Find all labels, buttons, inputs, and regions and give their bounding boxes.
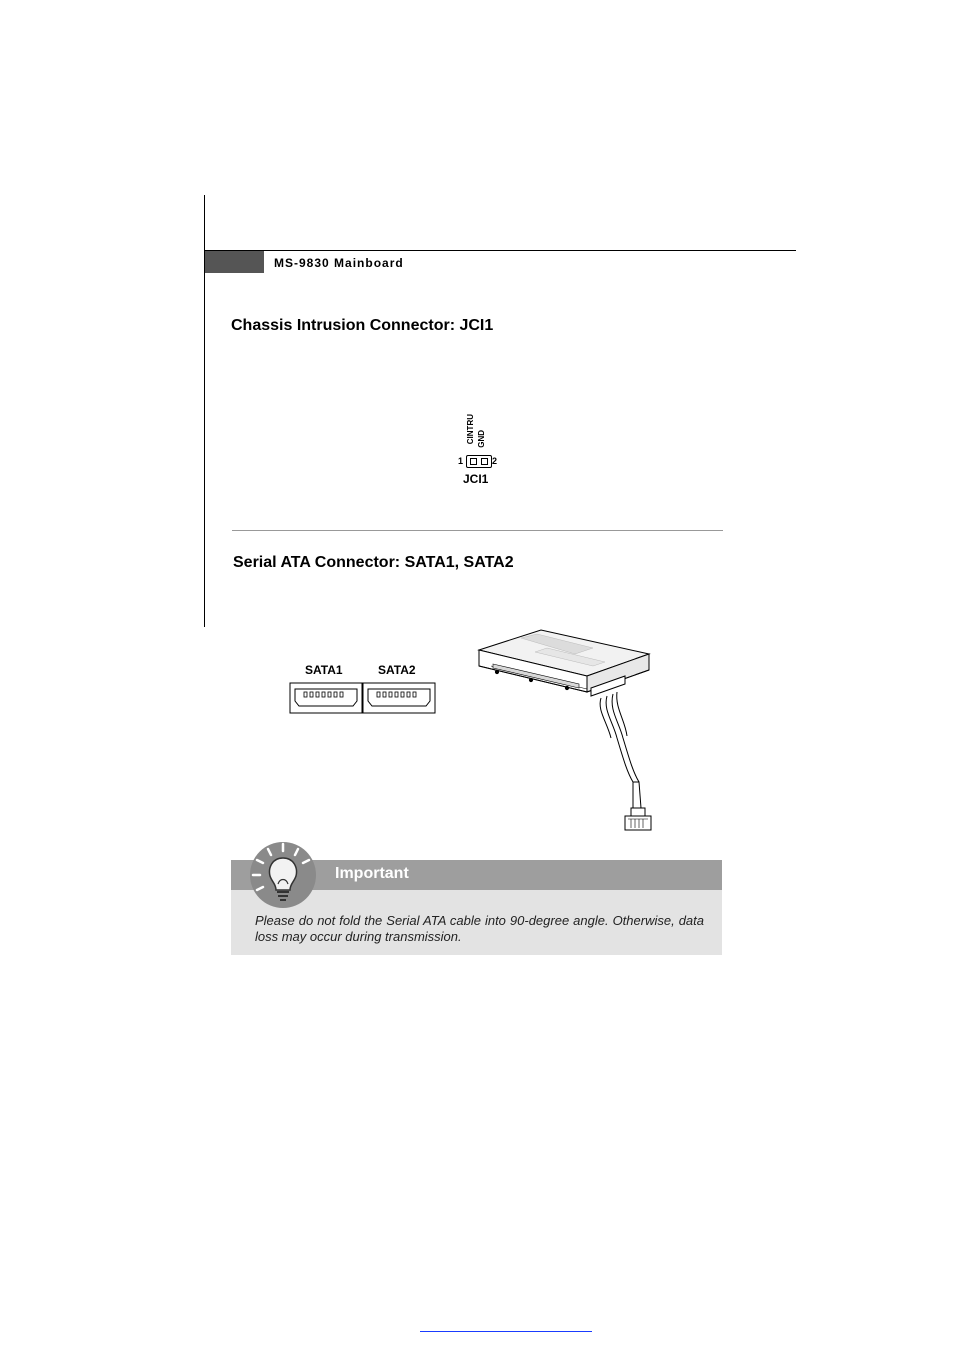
sata2-connector bbox=[363, 683, 435, 713]
important-text: Please do not fold the Serial ATA cable into 90-degree angle. Otherwise, data loss may occur during transmission. bbox=[255, 913, 704, 944]
sata1-connector bbox=[290, 683, 362, 713]
sata1-label: SATA1 bbox=[305, 663, 343, 677]
header-tab bbox=[205, 251, 264, 273]
jci-section-title: Chassis Intrusion Connector: JCI1 bbox=[231, 317, 494, 334]
important-title: Important bbox=[335, 865, 409, 882]
pin1-number: 1 bbox=[458, 456, 464, 466]
pin2-square bbox=[481, 458, 488, 465]
sata2-label: SATA2 bbox=[378, 663, 416, 677]
jci1-label: JCI1 bbox=[463, 472, 489, 486]
lightbulb-icon bbox=[248, 840, 318, 910]
header-rule bbox=[204, 250, 796, 251]
pin2-signal-label: GND bbox=[477, 430, 486, 448]
pin1-square bbox=[470, 458, 477, 465]
jci1-header-shape bbox=[466, 455, 492, 468]
hard-drive-sata-cable-illustration bbox=[475, 626, 655, 832]
pin1-signal-label: CINTRU bbox=[466, 414, 475, 445]
header-title: MS-9830 Mainboard bbox=[274, 256, 404, 270]
sata-section-title: Serial ATA Connector: SATA1, SATA2 bbox=[233, 554, 514, 571]
pin2-number: 2 bbox=[492, 456, 498, 466]
section-separator bbox=[232, 530, 723, 531]
sata-connectors-diagram bbox=[289, 682, 437, 714]
jci1-diagram bbox=[455, 410, 505, 490]
footer-link-underline[interactable] bbox=[420, 1331, 592, 1332]
